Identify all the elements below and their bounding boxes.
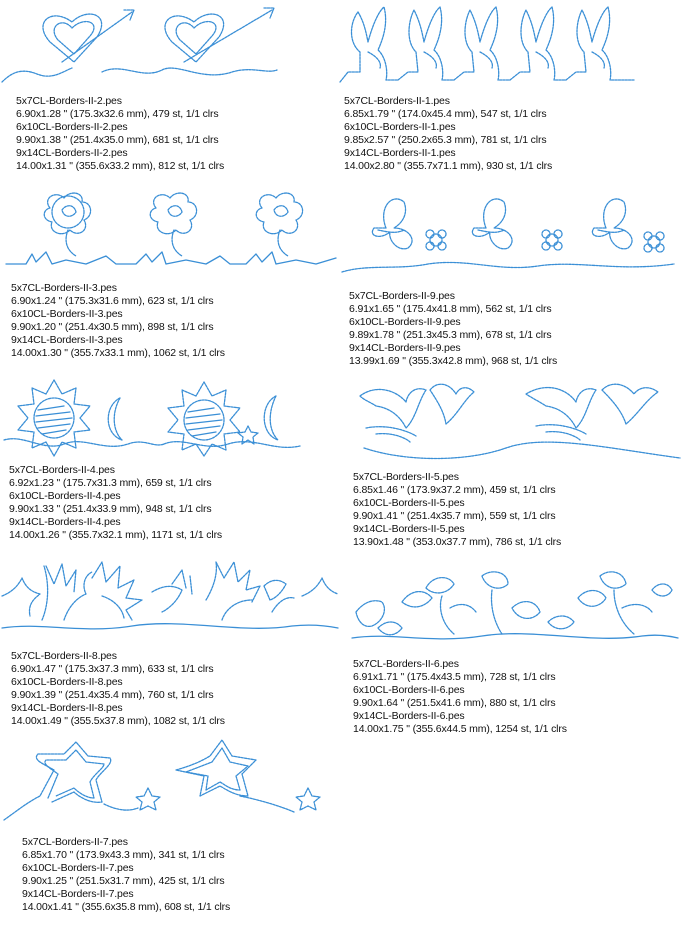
file-spec: 13.99x1.69 " (355.3x42.8 mm), 968 st, 1/1 clrs: [349, 355, 558, 367]
bunnies-border-icon: [338, 2, 638, 88]
file-spec: 6.90x1.47 " (175.3x37.3 mm), 633 st, 1/1 clrs: [11, 663, 214, 675]
hearts-with-arrows-border-icon: [2, 2, 332, 88]
file-spec: 6.90x1.28 " (175.3x32.6 mm), 479 st, 1/1 clrs: [16, 108, 219, 120]
design-info: [11, 282, 225, 360]
file-name: 9x14CL-Borders-II-7.pes: [22, 888, 134, 900]
file-spec: 9.90x1.39 " (251.4x35.4 mm), 760 st, 1/1 clrs: [11, 689, 214, 701]
file-spec: 6.91x1.65 " (175.4x41.8 mm), 562 st, 1/1 clrs: [349, 303, 552, 315]
file-spec: 6.85x1.70 " (173.9x43.3 mm), 341 st, 1/1 clrs: [22, 849, 225, 861]
file-name: 9x14CL-Borders-II-6.pes: [353, 710, 465, 722]
flowers-border-icon: [6, 190, 336, 270]
design-info: [349, 290, 557, 368]
file-name: 6x10CL-Borders-II-8.pes: [11, 676, 123, 688]
file-name: 6x10CL-Borders-II-6.pes: [353, 684, 465, 696]
file-spec: 9.90x1.33 " (251.4x33.9 mm), 948 st, 1/1 clrs: [9, 503, 212, 515]
file-name: 9x14CL-Borders-II-4.pes: [9, 516, 121, 528]
file-name: 5x7CL-Borders-II-2.pes: [16, 95, 122, 107]
file-name: 5x7CL-Borders-II-1.pes: [344, 95, 450, 107]
file-name: 9x14CL-Borders-II-9.pes: [349, 342, 461, 354]
file-spec: 14.00x1.30 " (355.7x33.1 mm), 1062 st, 1/1 clrs: [11, 347, 225, 359]
file-name: 5x7CL-Borders-II-4.pes: [9, 464, 115, 476]
design-info: [9, 464, 222, 542]
design-info: [353, 658, 567, 736]
butterflies-border-icon: [338, 188, 678, 280]
design-info: [11, 650, 225, 728]
design-info: [353, 471, 561, 549]
file-spec: 6.91x1.71 " (175.4x43.5 mm), 728 st, 1/1 clrs: [353, 671, 556, 683]
design-info: [16, 95, 224, 173]
waves-border-icon: [346, 378, 686, 464]
file-name: 6x10CL-Borders-II-7.pes: [22, 862, 134, 874]
file-spec: 14.00x1.49 " (355.5x37.8 mm), 1082 st, 1/1 clrs: [11, 715, 225, 727]
file-spec: 14.00x1.26 " (355.7x32.1 mm), 1171 st, 1/1 clrs: [9, 529, 223, 541]
file-spec: 14.00x1.75 " (355.6x44.5 mm), 1254 st, 1/1 clrs: [353, 723, 567, 735]
design-info: [22, 836, 230, 914]
file-spec: 14.00x2.80 " (355.7x71.1 mm), 930 st, 1/1 clrs: [344, 160, 553, 172]
file-name: 5x7CL-Borders-II-8.pes: [11, 650, 117, 662]
file-spec: 6.85x1.46 " (173.9x37.2 mm), 459 st, 1/1 clrs: [353, 484, 556, 496]
file-spec: 6.85x1.79 " (174.0x45.4 mm), 547 st, 1/1 clrs: [344, 108, 547, 120]
file-name: 9x14CL-Borders-II-1.pes: [344, 147, 456, 159]
file-spec: 6.90x1.24 " (175.3x31.6 mm), 623 st, 1/1 clrs: [11, 295, 214, 307]
file-name: 5x7CL-Borders-II-9.pes: [349, 290, 455, 302]
design-info: [344, 95, 552, 173]
file-name: 6x10CL-Borders-II-3.pes: [11, 308, 123, 320]
palm-leaves-border-icon: [2, 556, 338, 640]
sun-and-moon-border-icon: [4, 378, 334, 458]
file-spec: 9.85x2.57 " (250.2x65.3 mm), 781 st, 1/1 clrs: [344, 134, 547, 146]
file-name: 6x10CL-Borders-II-5.pes: [353, 497, 465, 509]
file-spec: 9.90x1.20 " (251.4x30.5 mm), 898 st, 1/1 clrs: [11, 321, 214, 333]
file-spec: 9.90x1.38 " (251.4x35.0 mm), 681 st, 1/1 clrs: [16, 134, 219, 146]
file-spec: 9.90x1.25 " (251.5x31.7 mm), 425 st, 1/1 clrs: [22, 875, 225, 887]
file-name: 9x14CL-Borders-II-8.pes: [11, 702, 123, 714]
file-name: 6x10CL-Borders-II-4.pes: [9, 490, 121, 502]
file-spec: 14.00x1.31 " (355.6x33.2 mm), 812 st, 1/1 clrs: [16, 160, 225, 172]
file-spec: 9.90x1.41 " (251.4x35.7 mm), 559 st, 1/1 clrs: [353, 510, 556, 522]
file-spec: 6.92x1.23 " (175.7x31.3 mm), 659 st, 1/1 clrs: [9, 477, 212, 489]
file-name: 5x7CL-Borders-II-7.pes: [22, 836, 128, 848]
file-name: 6x10CL-Borders-II-9.pes: [349, 316, 461, 328]
file-name: 5x7CL-Borders-II-5.pes: [353, 471, 459, 483]
file-name: 9x14CL-Borders-II-5.pes: [353, 523, 465, 535]
file-spec: 9.89x1.78 " (251.3x45.3 mm), 678 st, 1/1 clrs: [349, 329, 552, 341]
file-name: 9x14CL-Borders-II-2.pes: [16, 147, 128, 159]
file-spec: 9.90x1.64 " (251.5x41.6 mm), 880 st, 1/1 clrs: [353, 697, 556, 709]
file-name: 5x7CL-Borders-II-6.pes: [353, 658, 459, 670]
file-name: 6x10CL-Borders-II-1.pes: [344, 121, 456, 133]
file-spec: 13.90x1.48 " (353.0x37.7 mm), 786 st, 1/1 clrs: [353, 536, 562, 548]
stars-border-icon: [4, 740, 330, 826]
file-name: 5x7CL-Borders-II-3.pes: [11, 282, 117, 294]
file-spec: 14.00x1.41 " (355.6x35.8 mm), 608 st, 1/1 clrs: [22, 901, 231, 913]
file-name: 9x14CL-Borders-II-3.pes: [11, 334, 123, 346]
file-name: 6x10CL-Borders-II-2.pes: [16, 121, 128, 133]
garden-vines-border-icon: [352, 568, 678, 648]
